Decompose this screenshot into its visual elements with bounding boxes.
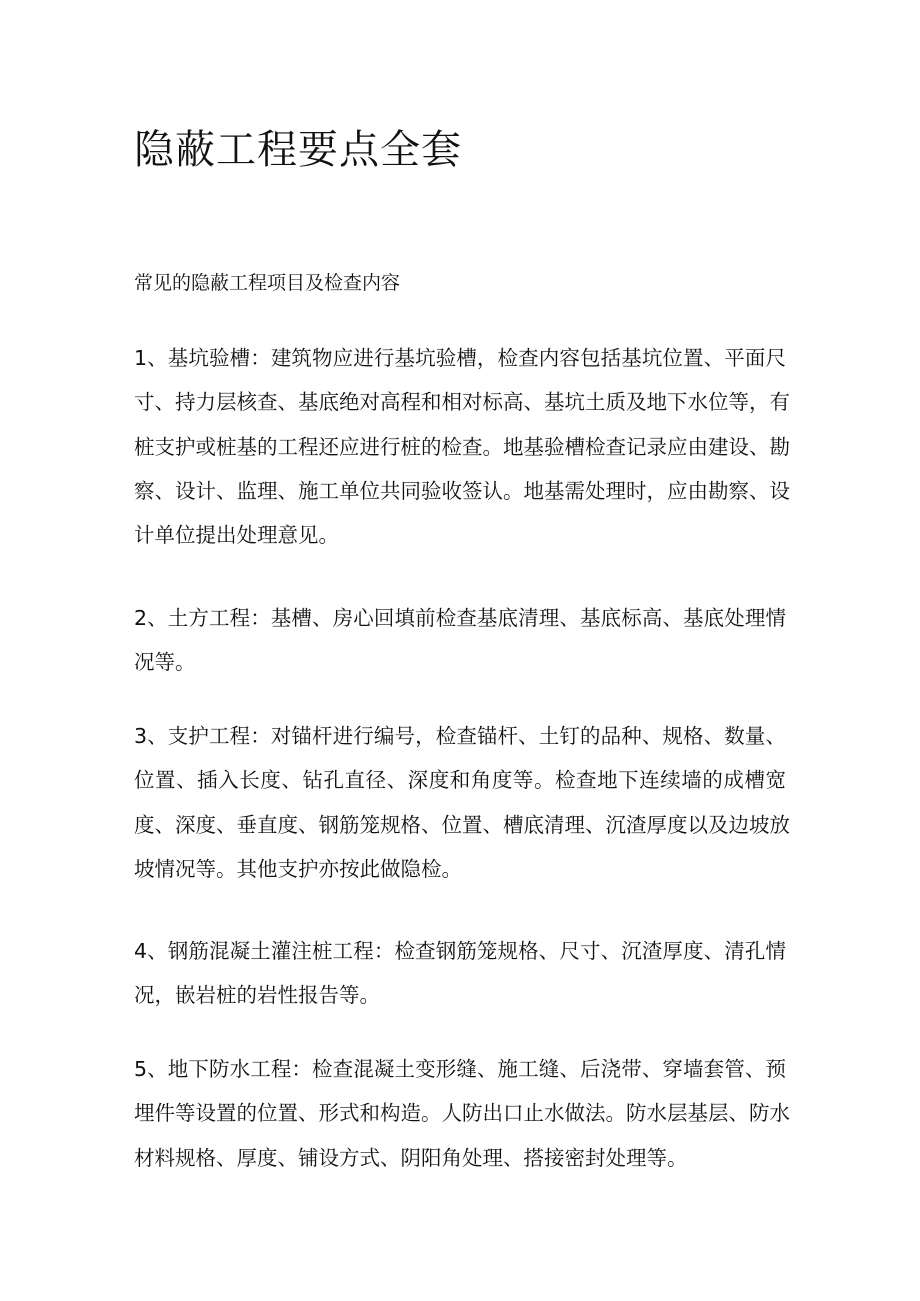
paragraph-underground-waterproofing — [134, 1047, 790, 1180]
paragraph-line: 计单位提出处理意见。 — [134, 523, 339, 548]
paragraph-line: 3、支护工程：对锚杆进行编号，检查锚杆、土钉的品种、规格、数量、 — [134, 724, 786, 748]
paragraph-line: 度、深度、垂直度、钢筋笼规格、位置、槽底清理、沉渣厚度以及边坡放 — [134, 812, 790, 837]
paragraph-cast-in-place-pile — [134, 929, 786, 1018]
document-title: 隐蔽工程要点全套 — [134, 127, 462, 173]
section-subtitle: 常见的隐蔽工程项目及检查内容 — [134, 272, 401, 294]
paragraph-line: 埋件等设置的位置、形式和构造。人防出口止水做法。防水层基层、防水 — [134, 1101, 790, 1126]
paragraph-line: 位置、插入长度、钻孔直径、深度和角度等。检查地下连续墙的成槽宽 — [134, 768, 786, 793]
paragraph-line: 4、钢筋混凝土灌注桩工程：检查钢筋笼规格、尺寸、沉渣厚度、清孔情 — [134, 939, 786, 963]
paragraph-line: 1、基坑验槽：建筑物应进行基坑验槽，检查内容包括基坑位置、平面尺 — [134, 346, 786, 370]
paragraph-line: 材料规格、厚度、铺设方式、阴阳角处理、搭接密封处理等。 — [134, 1145, 688, 1170]
paragraph-line: 5、地下防水工程：检查混凝土变形缝、施工缝、后浇带、穿墙套管、预 — [134, 1057, 786, 1081]
paragraph-line: 2、土方工程：基槽、房心回填前检查基底清理、基底标高、基底处理情 — [134, 606, 786, 630]
paragraph-line: 寸、持力层核查、基底绝对高程和相对标高、基坑土质及地下水位等，有 — [134, 390, 790, 415]
paragraph-support-works — [134, 714, 790, 891]
paragraph-line: 察、设计、监理、施工单位共同验收签认。地基需处理时，应由勘察、设 — [134, 478, 790, 503]
paragraph-line: 况，嵌岩桩的岩性报告等。 — [134, 983, 380, 1008]
paragraph-foundation-pit — [134, 336, 790, 557]
paragraph-line: 况等。 — [134, 650, 196, 675]
paragraph-earthwork — [134, 596, 786, 685]
paragraph-line: 坡情况等。其他支护亦按此做隐检。 — [134, 856, 462, 881]
paragraph-line: 桩支护或桩基的工程还应进行桩的检查。地基验槽检查记录应由建设、勘 — [134, 434, 790, 459]
